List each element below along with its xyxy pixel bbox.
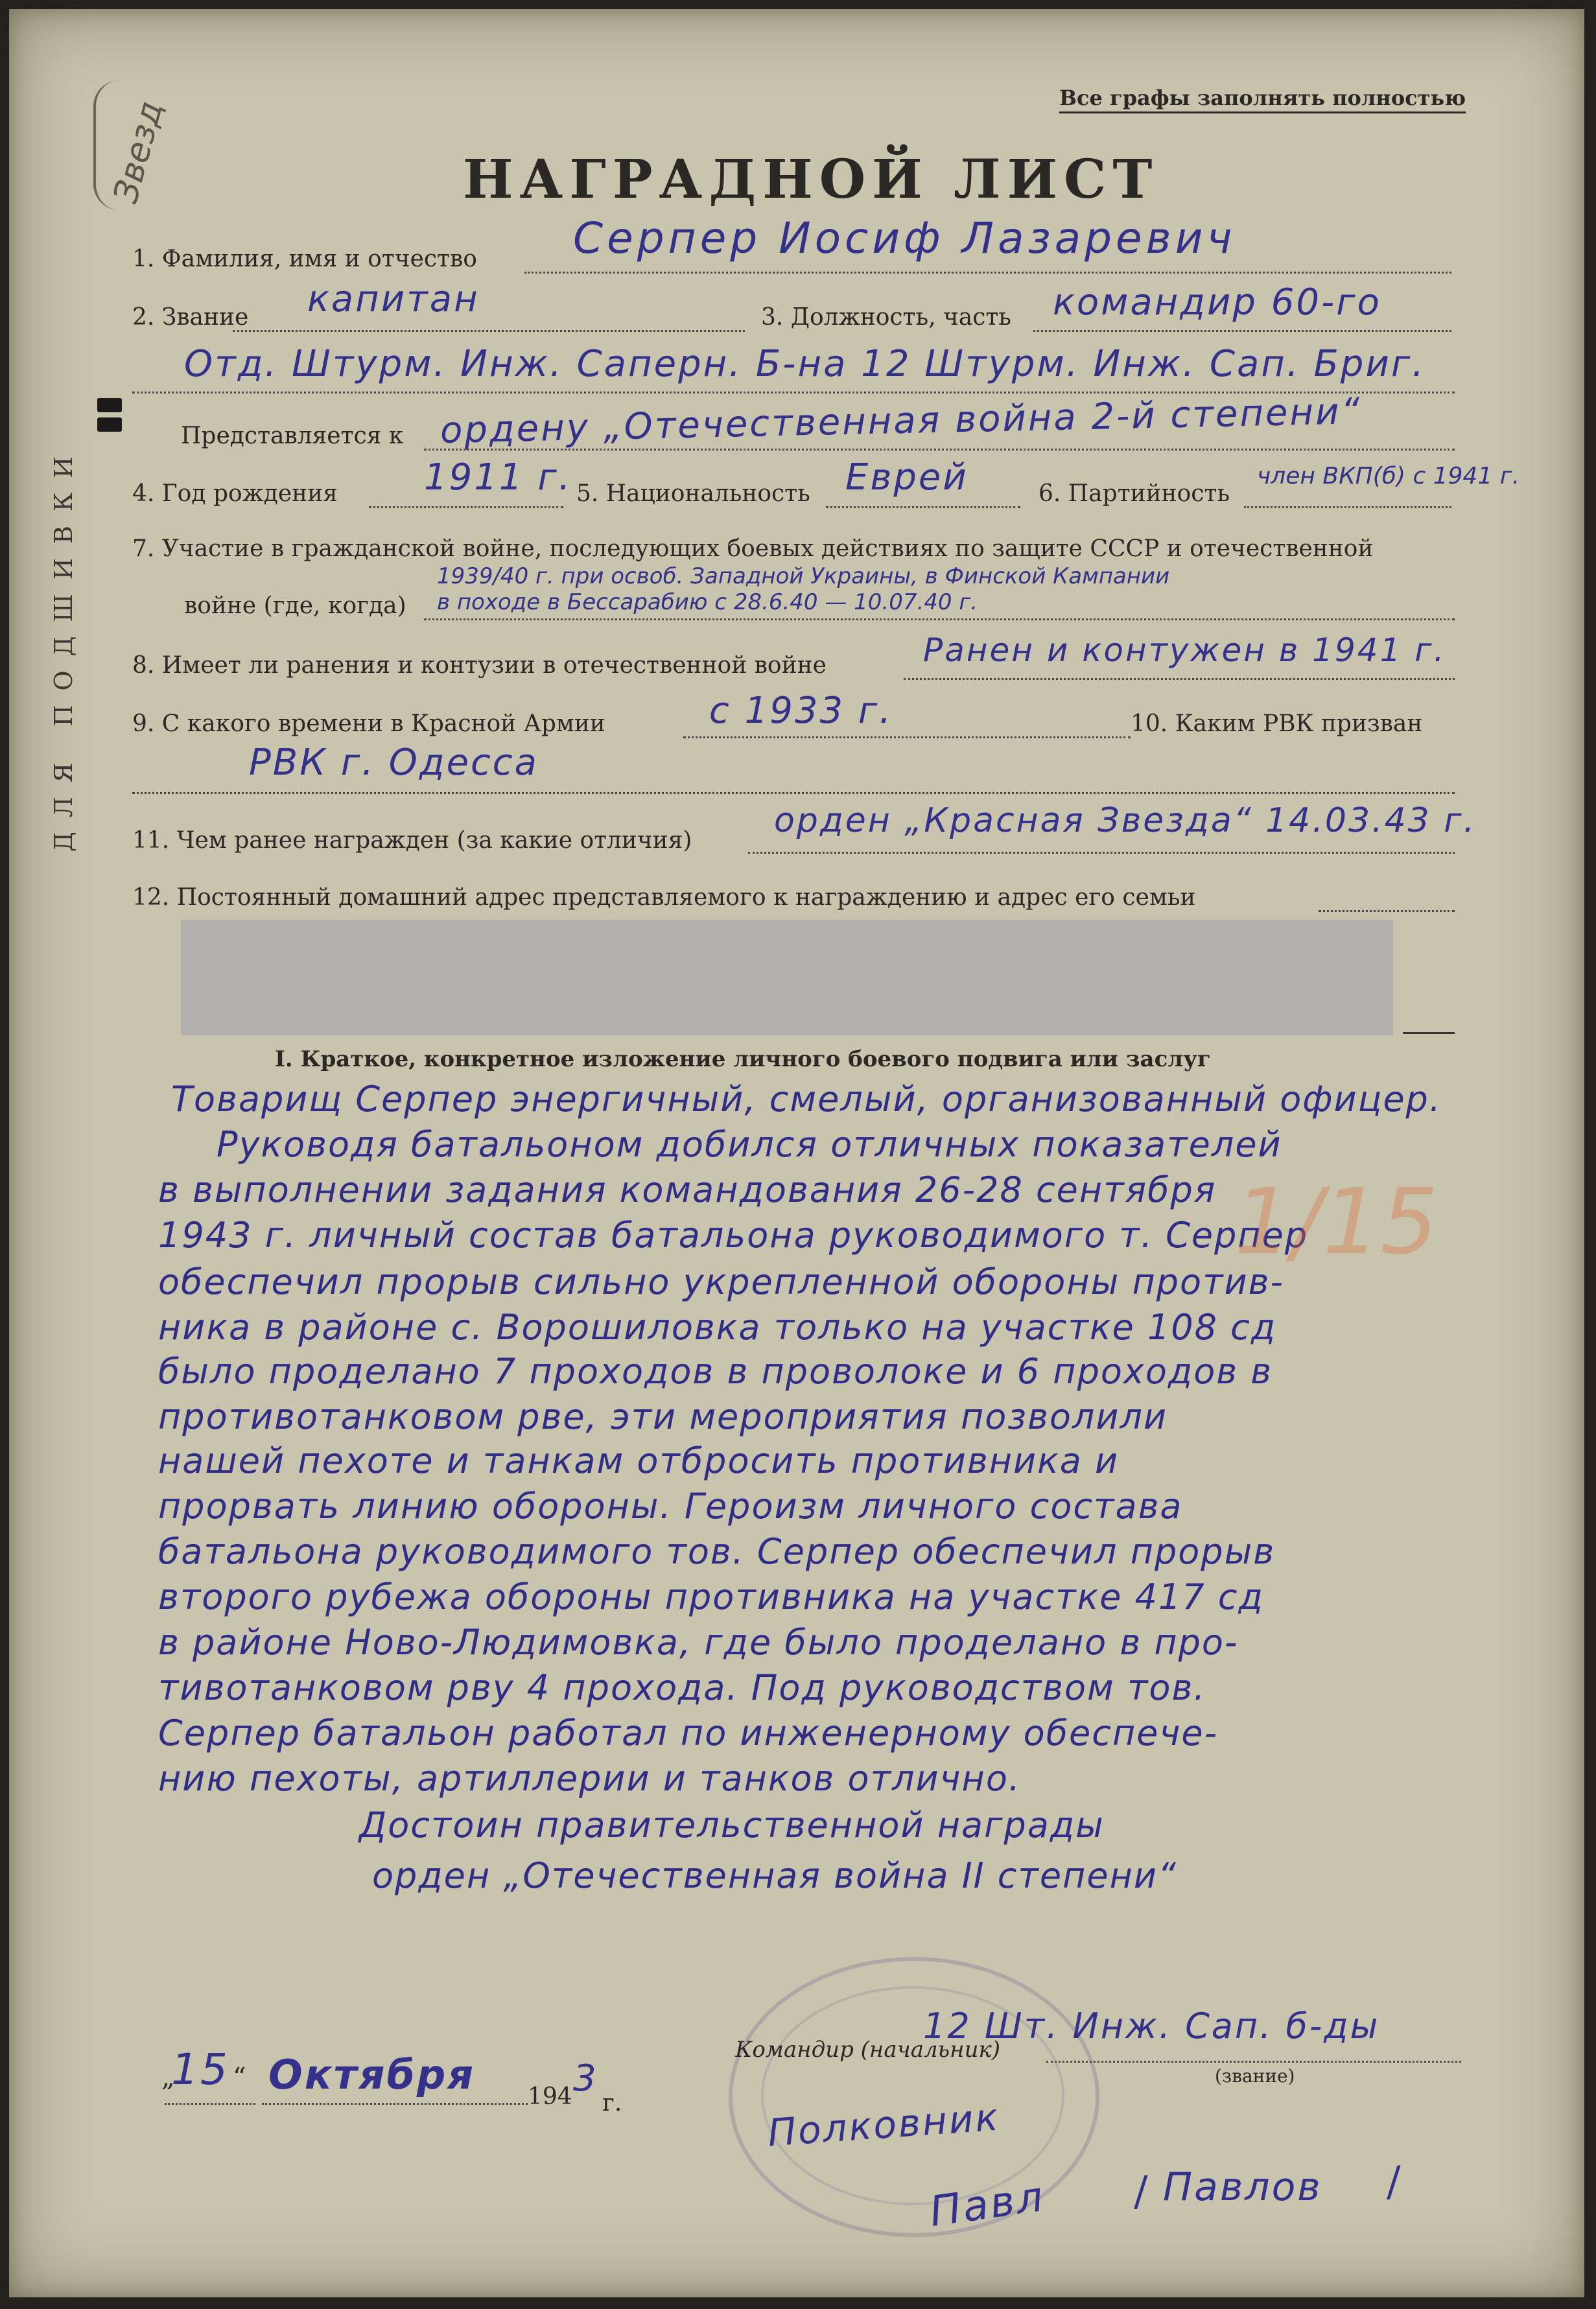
red-pencil-mark: 1/15 xyxy=(1234,1169,1438,1275)
story-line: противотанковом рве, эти мероприятия позволили xyxy=(158,1396,1168,1437)
pencil-note: Звезд xyxy=(106,97,171,207)
address-underline xyxy=(1403,1032,1455,1034)
field-label-birth-year: 4. Год рождения xyxy=(132,480,338,507)
dotted-line xyxy=(369,506,563,508)
field-label-rvk: 10. Каким РВК призван xyxy=(1131,710,1423,737)
document-title: НАГРАДНОЙ ЛИСТ xyxy=(463,148,1159,211)
story-line: обеспечил прорыв сильно укрепленной обороны против- xyxy=(158,1261,1284,1302)
instruction-text: Все графы заполнять полностью xyxy=(1059,86,1466,113)
field-label-rank: 2. Звание xyxy=(132,304,249,331)
story-line: было проделано 7 проходов в проволоке и 6 проходов в xyxy=(158,1351,1273,1392)
field-label-previous-awards: 11. Чем ранее награжден (за какие отличия) xyxy=(132,827,692,854)
field-label-wars-line1: 7. Участие в гражданской войне, последующих боевых действиях по защите СССР и отечественной xyxy=(132,535,1374,562)
field-value-position: командир 60-го xyxy=(1053,281,1381,323)
field-value-army-since: с 1933 г. xyxy=(709,690,893,732)
story-line: Достоин правительственной награды xyxy=(359,1805,1105,1846)
field-value-nationality: Еврей xyxy=(845,456,968,498)
story-line: ника в районе с. Ворошиловка только на участке 108 сд xyxy=(158,1307,1277,1348)
story-line: Руководя батальоном добился отличных показателей xyxy=(217,1124,1282,1165)
story-line: тивотанковом рву 4 прохода. Под руководством тов. xyxy=(158,1667,1206,1708)
section-title: I. Краткое, конкретное изложение личного боевого подвига или заслуг xyxy=(275,1046,1211,1072)
field-label-nominated: Представляется к xyxy=(181,423,404,449)
dotted-line xyxy=(424,449,1455,451)
story-line: в районе Ново-Людимовка, где было проделано в про- xyxy=(158,1622,1239,1663)
field-value-previous-awards: орден „Красная Звезда“ 14.03.43 г. xyxy=(774,801,1477,840)
pencil-bracket xyxy=(93,80,141,210)
award-sheet xyxy=(9,9,1584,2297)
field-value-rank: капитан xyxy=(307,278,480,320)
dotted-line xyxy=(748,852,1455,854)
field-label-address: 12. Постоянный домашний адрес представляемого к награждению и адрес его семьи xyxy=(132,884,1196,911)
story-line: второго рубежа обороны противника на участке 417 сд xyxy=(158,1576,1264,1617)
story-line: нашей пехоте и танкам отбросить противника и xyxy=(158,1440,1120,1481)
date-month: Октября xyxy=(268,2051,476,2098)
field-label-wars-line2: войне (где, когда) xyxy=(184,592,406,619)
dotted-line xyxy=(826,506,1020,508)
field-value-nominated: ордену „Отечественная война 2-й степени“ xyxy=(440,390,1363,452)
story-line: Серпер батальон работал по инженерному обеспече- xyxy=(158,1713,1219,1753)
field-label-name: 1. Фамилия, имя и отчество xyxy=(132,246,477,272)
dotted-line xyxy=(165,2103,255,2105)
field-value-wars-line2: в походе в Бессарабию с 28.6.40 — 10.07.40 г. xyxy=(437,589,978,615)
story-line: нию пехоты, артиллерии и танков отлично. xyxy=(158,1758,1022,1799)
dotted-line xyxy=(1244,506,1451,508)
signature-scrawl: Павл xyxy=(926,2172,1048,2237)
dotted-line xyxy=(683,736,1131,738)
dotted-line xyxy=(1319,910,1455,912)
binder-hole xyxy=(97,417,122,432)
dotted-line xyxy=(1033,330,1451,332)
commander-unit: 12 Шт. Инж. Сап. б-ды xyxy=(923,2006,1380,2046)
field-value-wars-line1: 1939/40 г. при освоб. Западной Украины, в Финской Кампании xyxy=(437,563,1170,589)
story-line: Товарищ Серпер энергичный, смелый, организованный офицер. xyxy=(171,1079,1442,1119)
dotted-line xyxy=(132,792,1455,794)
dotted-line xyxy=(1046,2061,1461,2063)
binder-hole xyxy=(97,398,122,412)
date-day: 15 xyxy=(171,2045,229,2094)
signature-slash-end: / xyxy=(1387,2158,1401,2206)
date-quote-close: “ xyxy=(233,2063,246,2092)
field-value-birth-year: 1911 г. xyxy=(424,456,572,498)
dotted-line xyxy=(524,272,1451,274)
redacted-address xyxy=(181,920,1393,1035)
signature-name: Павлов xyxy=(1163,2164,1322,2210)
story-line: 1943 г. личный состав батальона руководимого т. Серпер xyxy=(158,1215,1309,1256)
field-value-party: член ВКП(б) с 1941 г. xyxy=(1257,463,1520,489)
binding-label: ДЛЯ ПОДШИВКИ xyxy=(49,442,78,852)
dotted-line xyxy=(262,2103,528,2105)
rank-label: (звание) xyxy=(1215,2065,1295,2087)
dotted-line xyxy=(424,618,1455,620)
dotted-line xyxy=(233,330,745,332)
date-year-prefix: 194 xyxy=(528,2083,572,2110)
story-line: орден „Отечественная война II степени“ xyxy=(372,1855,1177,1896)
date-quote-open: „ xyxy=(161,2063,175,2092)
field-label-army-since: 9. С какого времени в Красной Армии xyxy=(132,710,605,737)
dotted-line xyxy=(904,678,1455,680)
story-line: батальона руководимого тов. Серпер обеспечил прорыв xyxy=(158,1531,1276,1572)
field-label-party: 6. Партийность xyxy=(1039,480,1230,507)
story-line: прорвать линию обороны. Героизм личного состава xyxy=(158,1486,1183,1527)
field-value-name: Серпер Иосиф Лазаревич xyxy=(573,213,1236,263)
field-value-wounds: Ранен и контужен в 1941 г. xyxy=(923,631,1446,669)
signature-slash: / xyxy=(1134,2168,1148,2216)
field-value-position-unit: Отд. Штурм. Инж. Саперн. Б-на 12 Штурм. Инж. Сап. Бриг. xyxy=(184,343,1426,385)
date-year-suffix: 3 xyxy=(573,2057,598,2100)
field-label-wounds: 8. Имеет ли ранения и контузии в отечественной войне xyxy=(132,652,827,679)
commander-label: Командир (начальник) xyxy=(735,2037,1001,2063)
story-line: в выполнении задания командования 26-28 сентября xyxy=(158,1169,1217,1210)
commander-rank: Полковник xyxy=(766,2094,1002,2155)
date-year-g: г. xyxy=(602,2090,622,2116)
field-value-rvk: РВК г. Одесса xyxy=(249,742,539,784)
field-label-position: 3. Должность, часть xyxy=(761,304,1011,331)
field-label-nationality: 5. Национальность xyxy=(576,480,810,507)
